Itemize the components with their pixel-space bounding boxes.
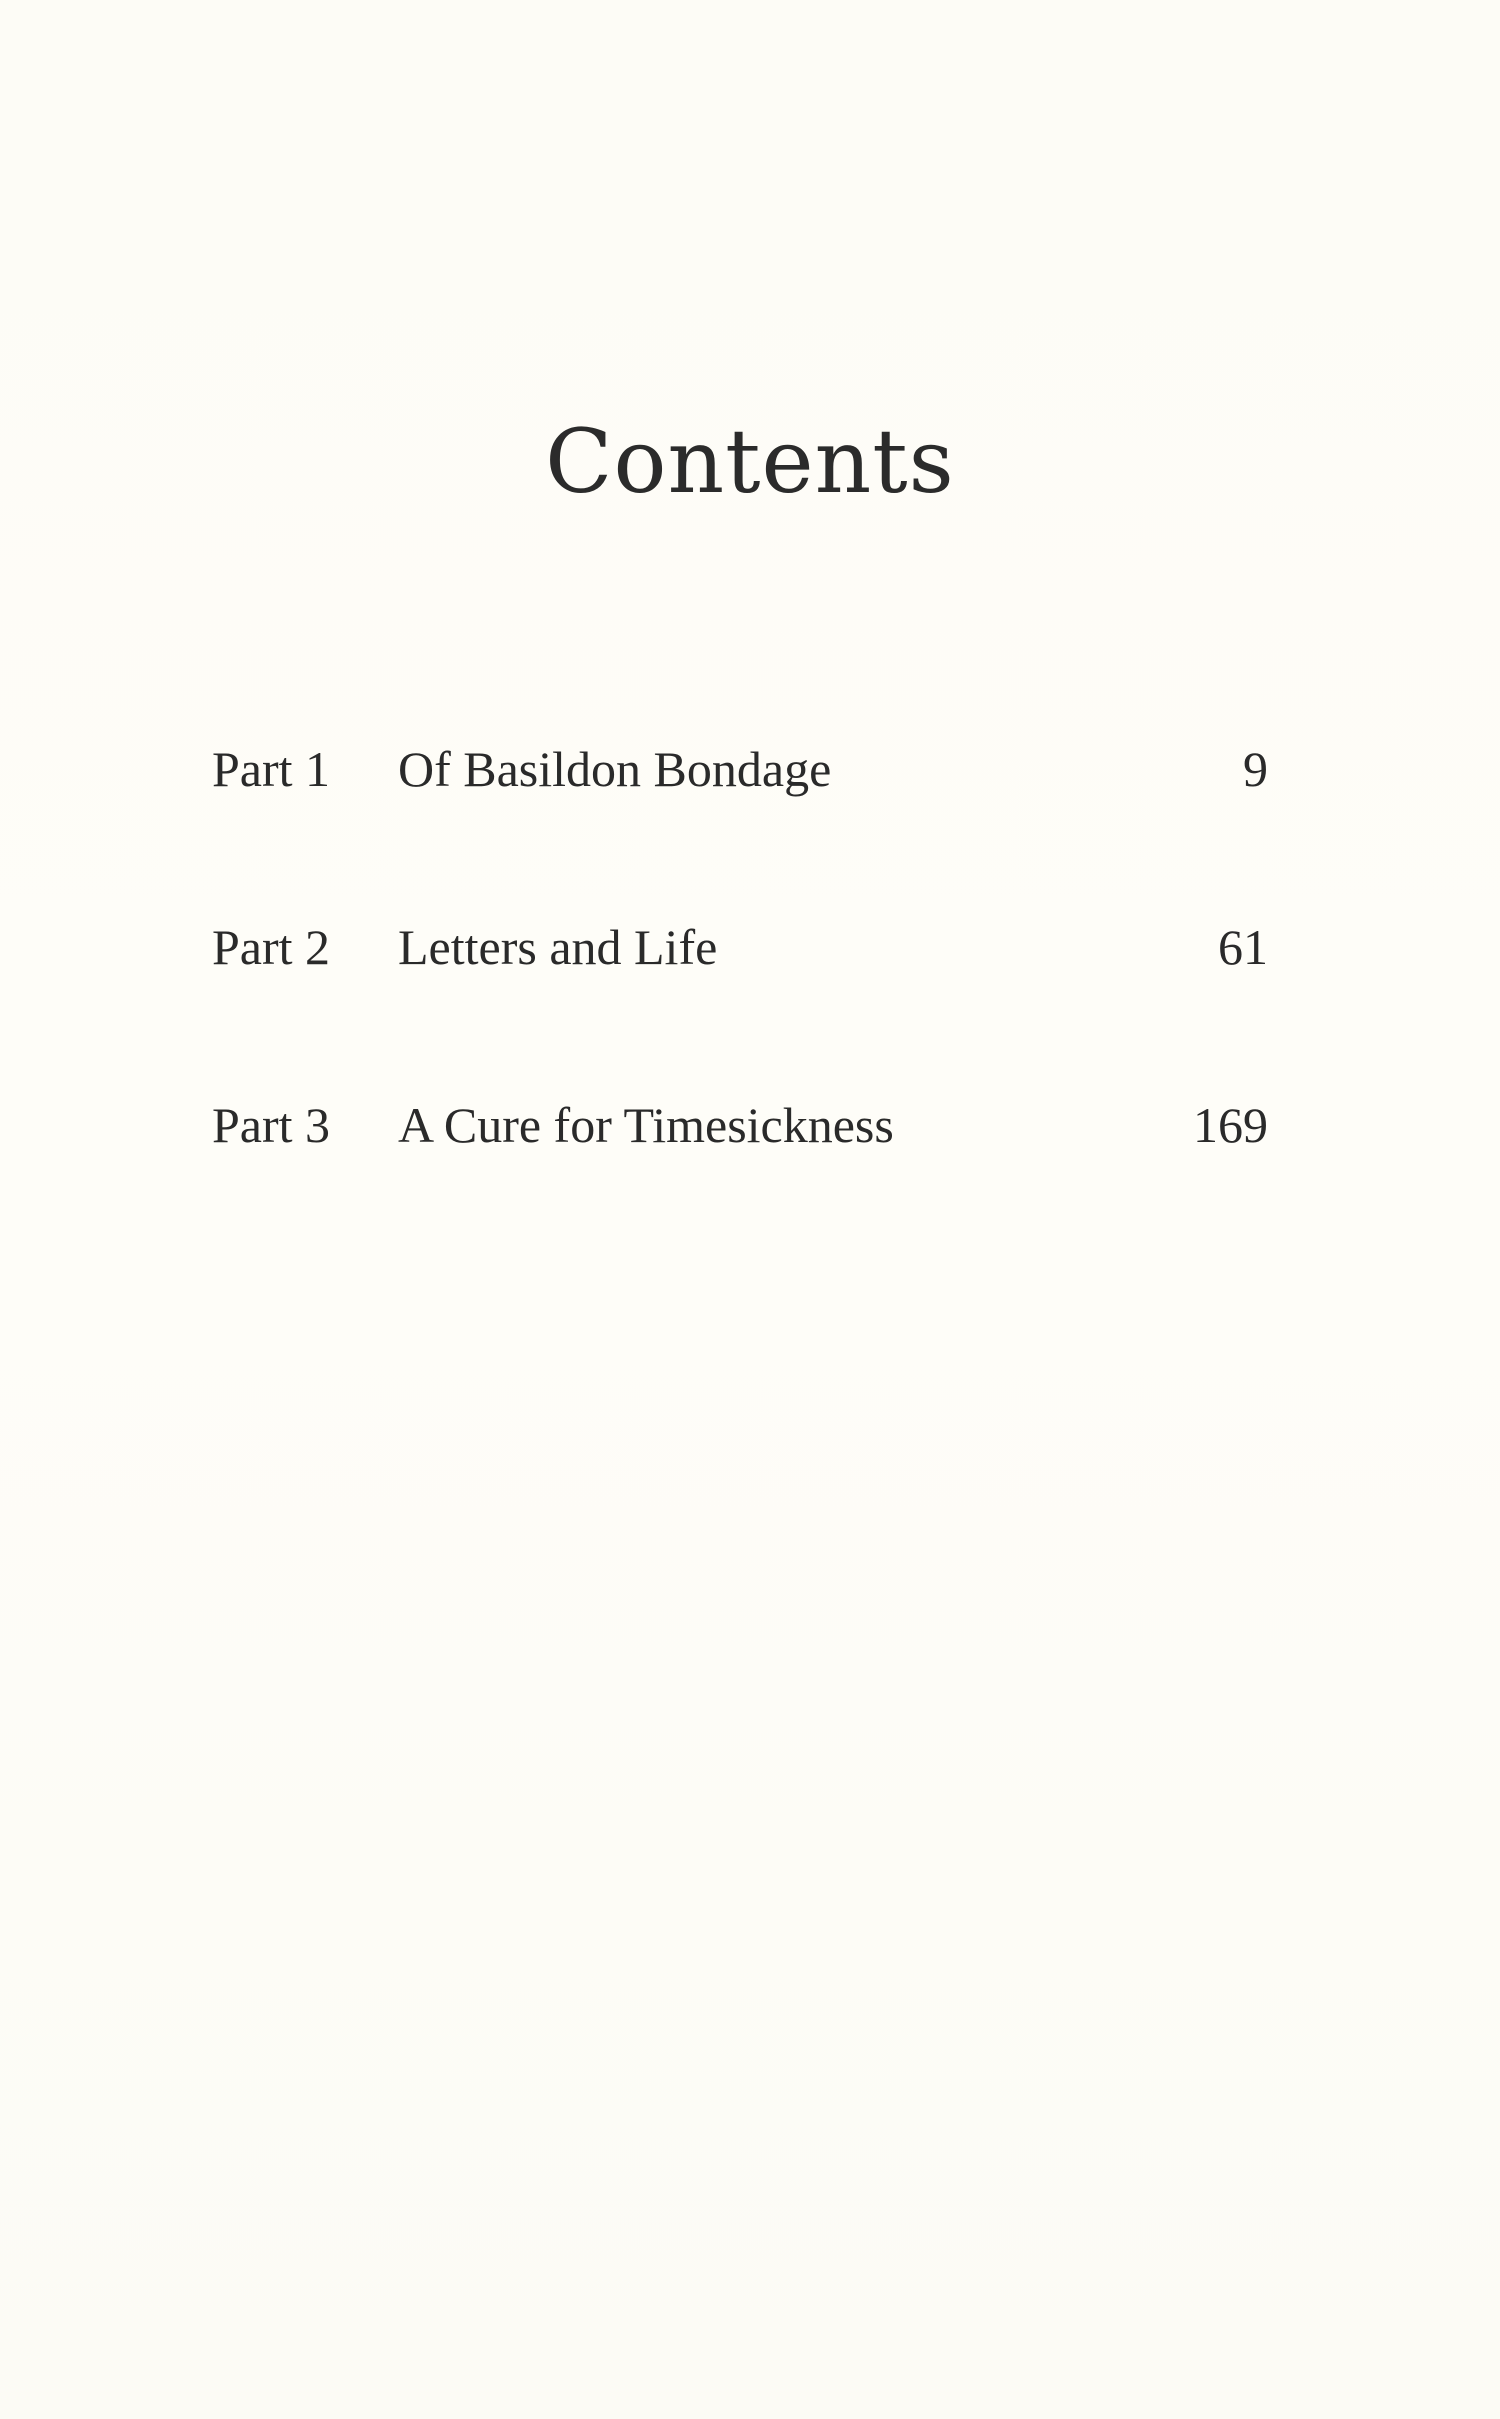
toc-entry-part-3	[212, 1096, 1268, 1274]
table-of-contents	[212, 740, 1268, 1274]
toc-page-number: 9	[1243, 741, 1268, 797]
toc-page-number: 61	[1218, 919, 1268, 975]
toc-part-label: Part 3	[212, 1097, 331, 1153]
toc-part-title: Of Basildon Bondage	[398, 741, 832, 797]
toc-page-number: 169	[1193, 1097, 1268, 1153]
toc-part-title: A Cure for Timesickness	[398, 1097, 894, 1153]
toc-part-label: Part 2	[212, 919, 331, 975]
toc-part-title: Letters and Life	[398, 919, 718, 975]
toc-entry-part-2	[212, 918, 1268, 1096]
toc-part-label: Part 1	[212, 741, 331, 797]
page-title: Contents	[545, 410, 955, 513]
toc-entry-part-1	[212, 740, 1268, 918]
